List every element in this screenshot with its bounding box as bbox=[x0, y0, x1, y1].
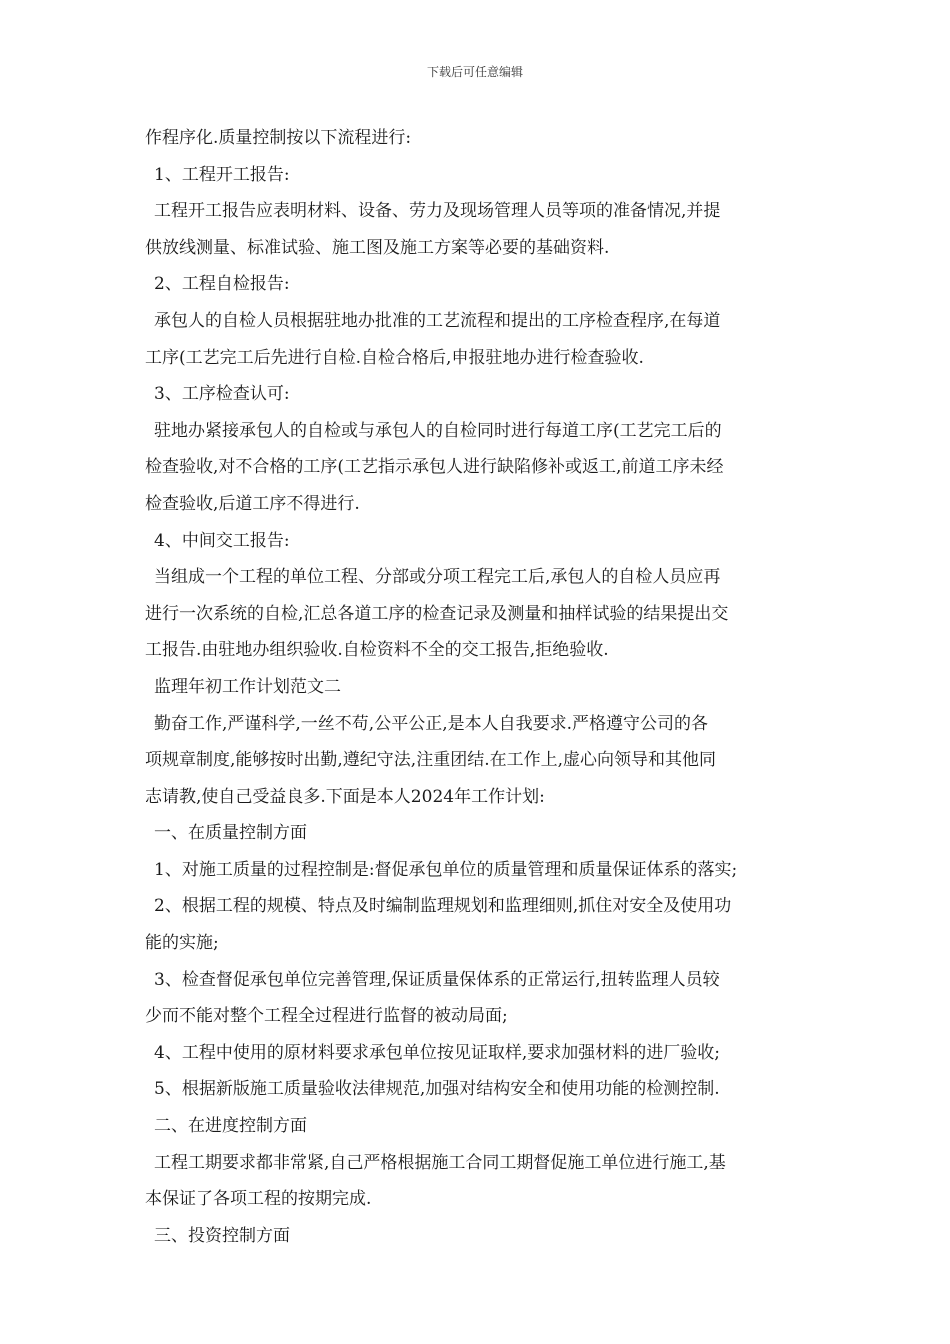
text-line: 少而不能对整个工程全过程进行监督的被动局面; bbox=[145, 1006, 508, 1027]
text-line: 一、在质量控制方面 bbox=[154, 823, 307, 844]
text-line: 检查验收,对不合格的工序(工艺指示承包人进行缺陷修补或返工,前道工序未经 bbox=[145, 457, 724, 478]
text-line: 工程开工报告应表明材料、设备、劳力及现场管理人员等项的准备情况,并提 bbox=[154, 201, 721, 222]
section-title: 监理年初工作计划范文二 bbox=[154, 676, 341, 697]
text-line: 二、在进度控制方面 bbox=[154, 1116, 307, 1137]
text-line: 1、工程开工报告: bbox=[154, 164, 290, 185]
text-line: 1、对施工质量的过程控制是:督促承包单位的质量管理和质量保证体系的落实; bbox=[154, 859, 738, 880]
document-body bbox=[145, 120, 815, 1254]
text-line: 供放线测量、标准试验、施工图及施工方案等必要的基础资料. bbox=[145, 237, 610, 258]
text-line: 承包人的自检人员根据驻地办批准的工艺流程和提出的工序检查程序,在每道 bbox=[154, 310, 721, 331]
text-line: 进行一次系统的自检,汇总各道工序的检查记录及测量和抽样试验的结果提出交 bbox=[145, 603, 729, 624]
text-line: 勤奋工作,严谨科学,一丝不苟,公平公正,是本人自我要求.严格遵守公司的各 bbox=[154, 713, 709, 734]
text-line: 三、投资控制方面 bbox=[154, 1225, 290, 1246]
text-line: 3、检查督促承包单位完善管理,保证质量保体系的正常运行,扭转监理人员较 bbox=[154, 969, 720, 990]
text-line: 项规章制度,能够按时出勤,遵纪守法,注重团结.在工作上,虚心向领导和其他同 bbox=[145, 750, 717, 771]
text-line: 能的实施; bbox=[145, 933, 219, 954]
text-line: 工报告.由驻地办组织验收.自检资料不全的交工报告,拒绝验收. bbox=[145, 640, 609, 661]
text-line: 4、中间交工报告: bbox=[154, 530, 290, 551]
text-line: 驻地办紧接承包人的自检或与承包人的自检同时进行每道工序(工艺完工后的 bbox=[154, 420, 722, 441]
page-header-note: 下载后可任意编辑 bbox=[426, 65, 523, 79]
text-line: 2、根据工程的规模、特点及时编制监理规划和监理细则,抓住对安全及使用功 bbox=[154, 896, 732, 917]
text-line: 工程工期要求都非常紧,自己严格根据施工合同工期督促施工单位进行施工,基 bbox=[154, 1152, 726, 1173]
text-line: 4、工程中使用的原材料要求承包单位按见证取样,要求加强材料的进厂验收; bbox=[154, 1042, 720, 1063]
text-line: 志请教,使自己受益良多.下面是本人2024年工作计划: bbox=[145, 786, 545, 807]
text-line: 2、工程自检报告: bbox=[154, 274, 290, 295]
text-line: 本保证了各项工程的按期完成. bbox=[145, 1189, 372, 1210]
text-line: 工序(工艺完工后先进行自检.自检合格后,申报驻地办进行检查验收. bbox=[145, 347, 644, 368]
text-line: 作程序化.质量控制按以下流程进行: bbox=[145, 128, 412, 148]
text-line: 当组成一个工程的单位工程、分部或分项工程完工后,承包人的自检人员应再 bbox=[154, 567, 721, 588]
text-line: 3、工序检查认可: bbox=[154, 384, 290, 405]
text-line: 5、根据新版施工质量验收法律规范,加强对结构安全和使用功能的检测控制. bbox=[154, 1079, 720, 1100]
text-line: 检查验收,后道工序不得进行. bbox=[145, 493, 360, 514]
